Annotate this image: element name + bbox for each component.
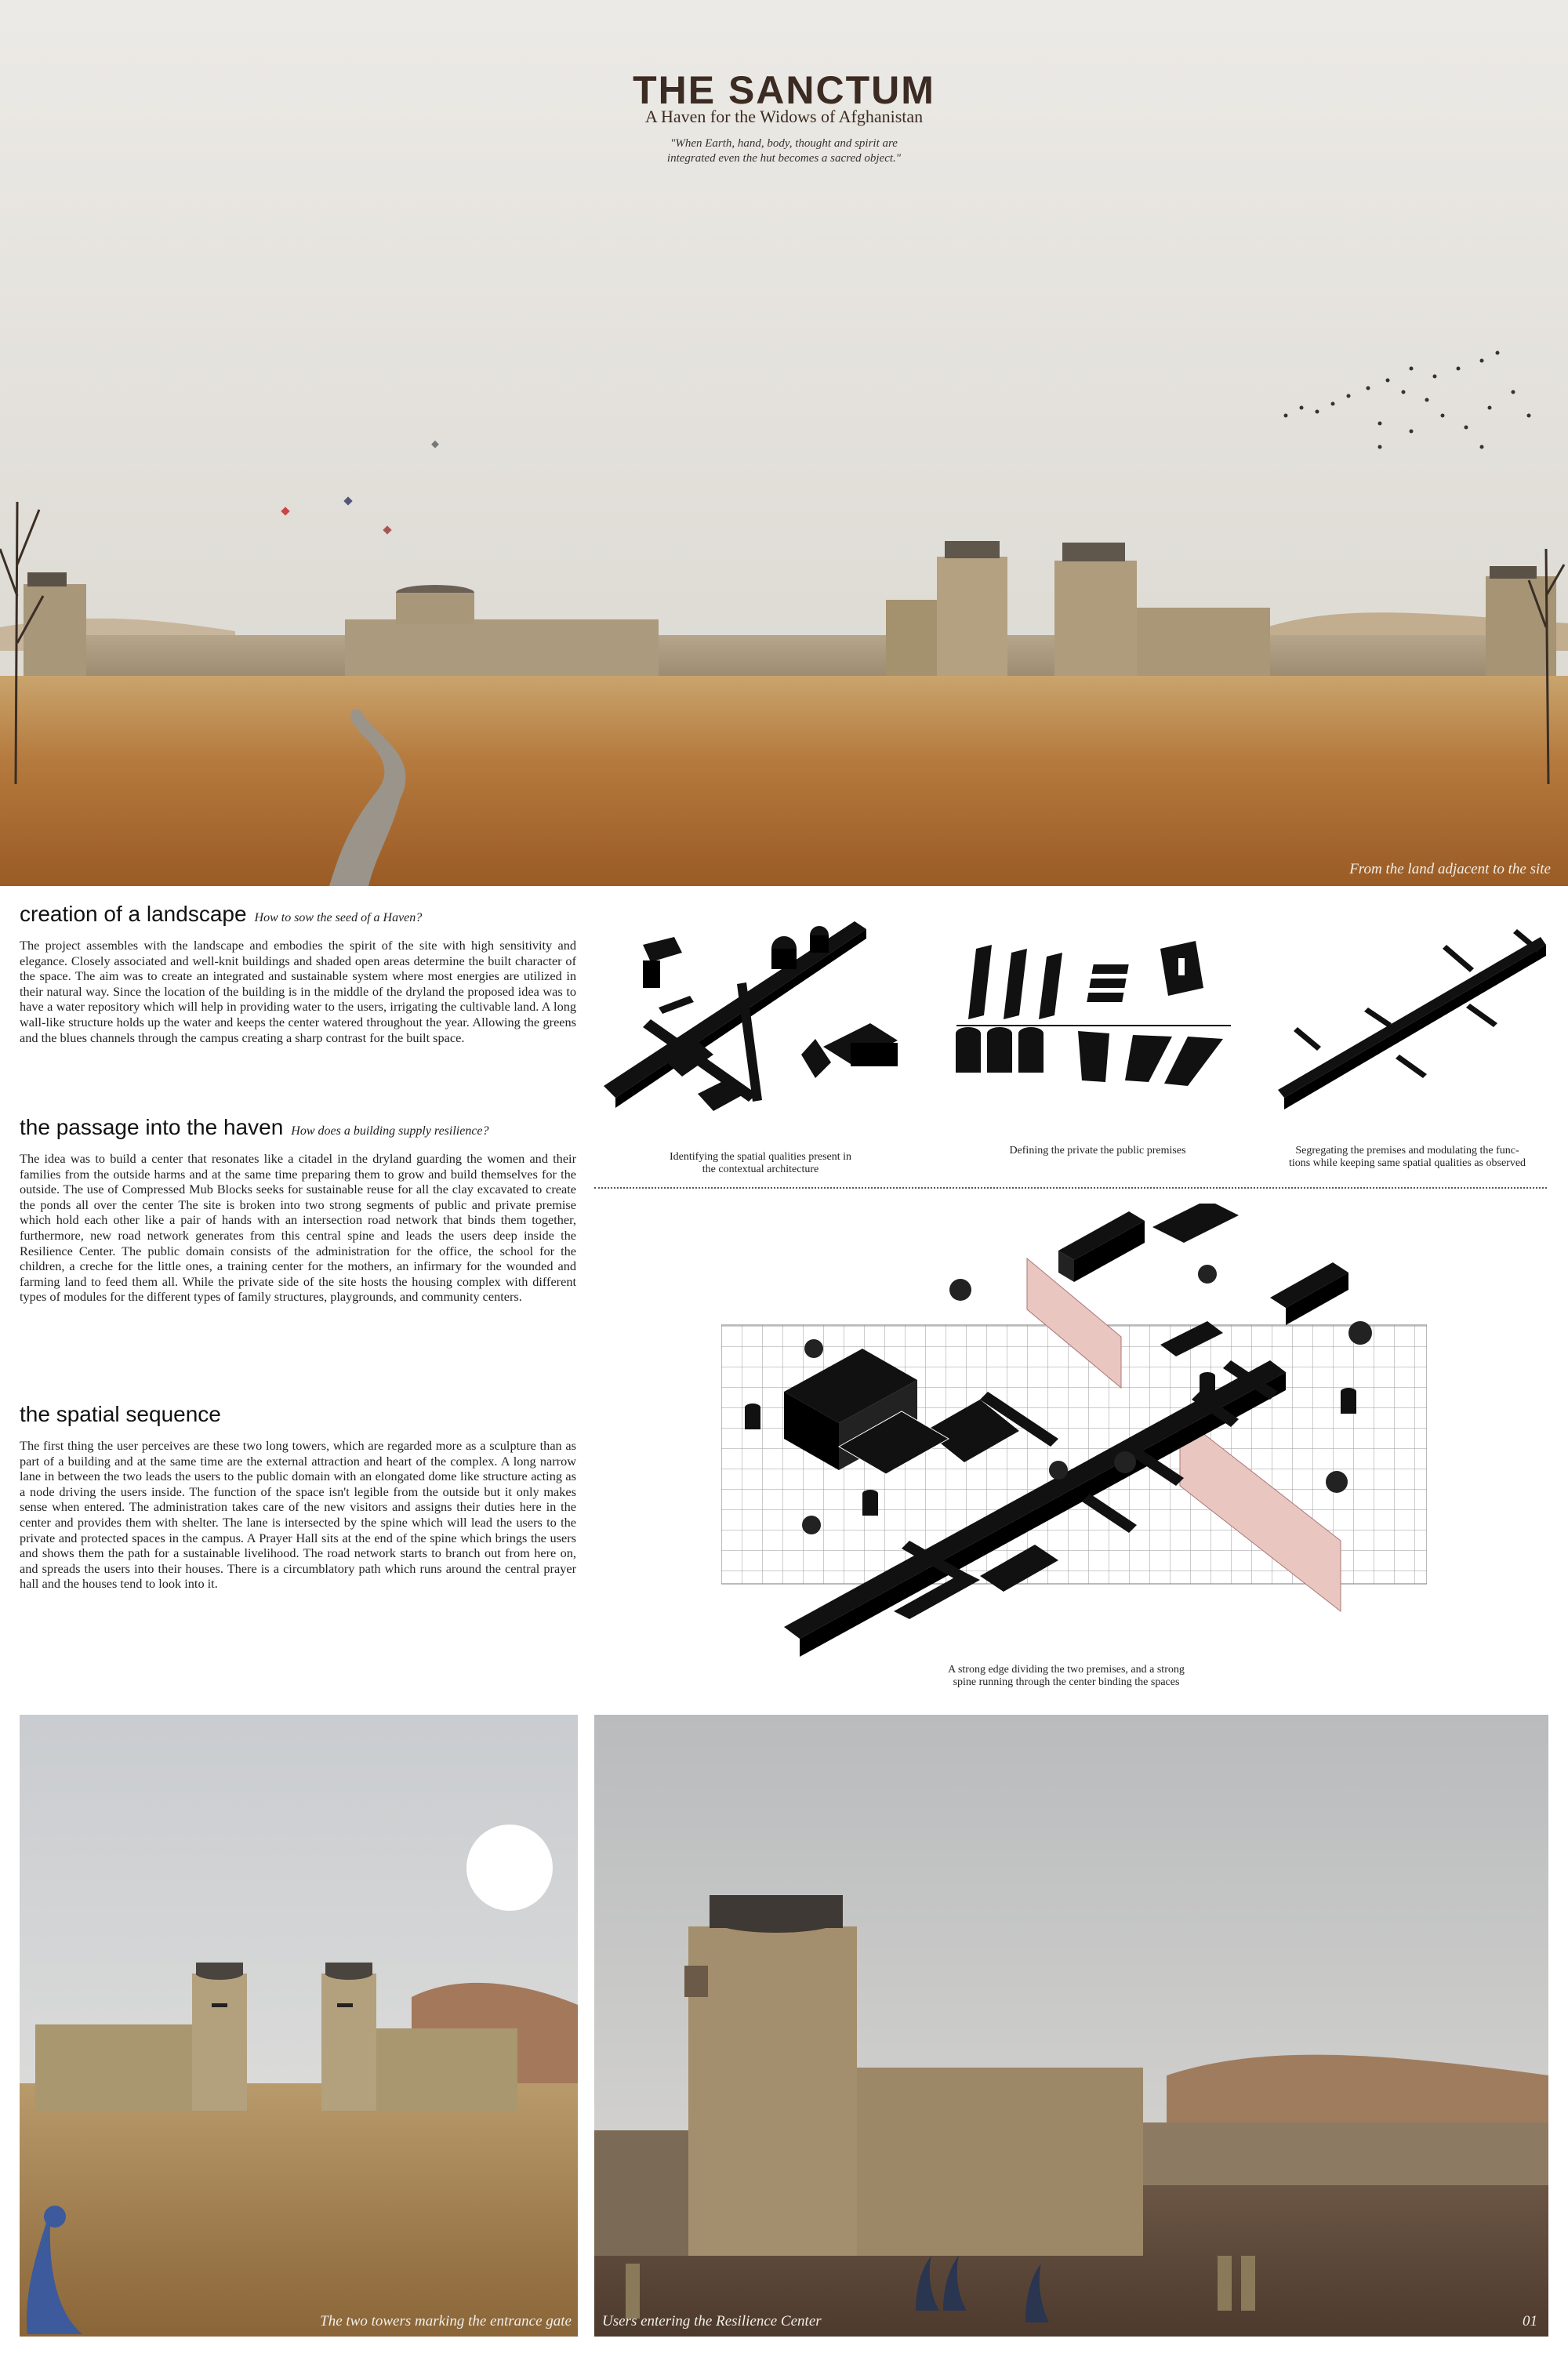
section-landscape bbox=[20, 902, 576, 1045]
diagram-caption-contextual bbox=[619, 1151, 902, 1176]
users-entering-image bbox=[594, 1715, 1548, 2337]
caption-line: Identifying the spatial qualities present in bbox=[669, 1151, 852, 1163]
render-users-entering bbox=[594, 1715, 1548, 2337]
axonometric-caption bbox=[870, 1664, 1262, 1689]
section-body: The idea was to build a center that resonates like a citadel in the dryland guarding the women and their families from the outside harms and at the same time preparing them to grow and build themselves for the outside. The use of Compressed Mub Blocks seeks for sustainable reuse for all the clay excavated to create the ponds all over the center The site is broken into two strong segments of public and private premise which hold each other like a pair of hands with an intersection road network that binds them together, furthermore, new road network generates from this central spine and leads the users deep inside the Resilience Center. The public domain consists of the administration for the office, the school for the children, a creche for the little ones, a training center for the mothers, an infirmary for the wounded and farming land to feed them all. While the private side of the site hosts the housing complex with different types of modules for the different types of family structures, playgrounds, and community centers. bbox=[20, 1151, 576, 1305]
page-number: 01 bbox=[1523, 2313, 1537, 2329]
diagram-caption-spine bbox=[1254, 1145, 1560, 1170]
section-body: The project assembles with the landscape and embodies the spirit of the site with high sensitivity and elegance. Closely associated and well-knit buildings and shaded open areas determine the built character of the space. The aim was to create an integrated and sustainable system where most energies are utilized in their natural way. Since the location of the building is in the middle of the dryland the proposed idea was to have a water repository which will help in providing water to the users, irrigating the cultivable land. A long wall-like structure holds up the water and keeps the center watered throughout the year. Allowing the greens and the blues channels through the campus creating a sharp contrast for the built space. bbox=[20, 938, 576, 1045]
page-title: THE SANCTUM bbox=[633, 68, 935, 112]
section-subheading: How does a building supply resilience? bbox=[291, 1124, 489, 1138]
caption-line: Segregating the premises and modulating the func- bbox=[1295, 1145, 1519, 1157]
section-heading: the spatial sequence bbox=[20, 1402, 221, 1426]
section-body: The first thing the user perceives are these two long towers, which are regarded more as a sculpture than as part of a building and at the same time are the external attraction and heart of the complex. A long narrow lane in between the two leads the users to the public domain with an elongated dome like structure acting as a node driving the users inside. The function of the space isn't legible from the outside but it only makes sense when entered. The administration takes care of the new visitors and assigns their duties here in the center and provides them with shelter. The lane is intersected by the spine which will lead the users to the private and protected spaces in the campus. A Prayer Hall sits at the end of the spine which brings the users and shows them the path for a sustainable livelihood. The road network starts to branch out from here on, and spreads the users into their houses. There is a circumblatory path which runs around the central prayer hall and the houses tend to look into it. bbox=[20, 1438, 576, 1592]
page-subtitle: A Haven for the Widows of Afghanistan bbox=[644, 107, 924, 126]
diagram-contextual bbox=[596, 898, 925, 1149]
dotted-divider bbox=[594, 1187, 1547, 1189]
diagram-caption-premises: Defining the private the public premises bbox=[1009, 1145, 1186, 1157]
section-heading: creation of a landscape bbox=[20, 902, 247, 926]
diagram-spine bbox=[1270, 921, 1552, 1109]
quote bbox=[627, 136, 941, 166]
hero-render bbox=[0, 0, 1568, 886]
section-heading-row bbox=[20, 1115, 576, 1143]
caption-line: tions while keeping same spatial qualities as observed bbox=[1288, 1157, 1526, 1169]
caption-line: the contextual architecture bbox=[702, 1164, 819, 1175]
section-subheading: How to sow the seed of a Haven? bbox=[254, 911, 423, 924]
section-heading-row bbox=[20, 902, 576, 930]
section-passage bbox=[20, 1115, 576, 1305]
quote-line-1: "When Earth, hand, body, thought and spirit are bbox=[670, 137, 898, 150]
render-caption-right: Users entering the Resilience Center bbox=[602, 2313, 822, 2329]
entrance-towers-image bbox=[20, 1715, 578, 2337]
caption-line: spine running through the center binding the spaces bbox=[953, 1676, 1180, 1688]
section-heading: the passage into the haven bbox=[20, 1115, 284, 1139]
caption-line: A strong edge dividing the two premises, and a strong bbox=[948, 1664, 1185, 1676]
axonometric-site-plan bbox=[721, 1204, 1427, 1658]
section-heading-row bbox=[20, 1402, 576, 1430]
hero-caption: From the land adjacent to the site bbox=[1349, 861, 1551, 877]
render-entrance-towers bbox=[20, 1715, 578, 2337]
section-sequence bbox=[20, 1402, 576, 1592]
diagram-premises bbox=[953, 941, 1235, 1098]
hero-landscape-image bbox=[0, 0, 1568, 886]
render-caption-left: The two towers marking the entrance gate bbox=[320, 2313, 572, 2329]
quote-line-2: integrated even the hut becomes a sacred object." bbox=[666, 152, 902, 165]
